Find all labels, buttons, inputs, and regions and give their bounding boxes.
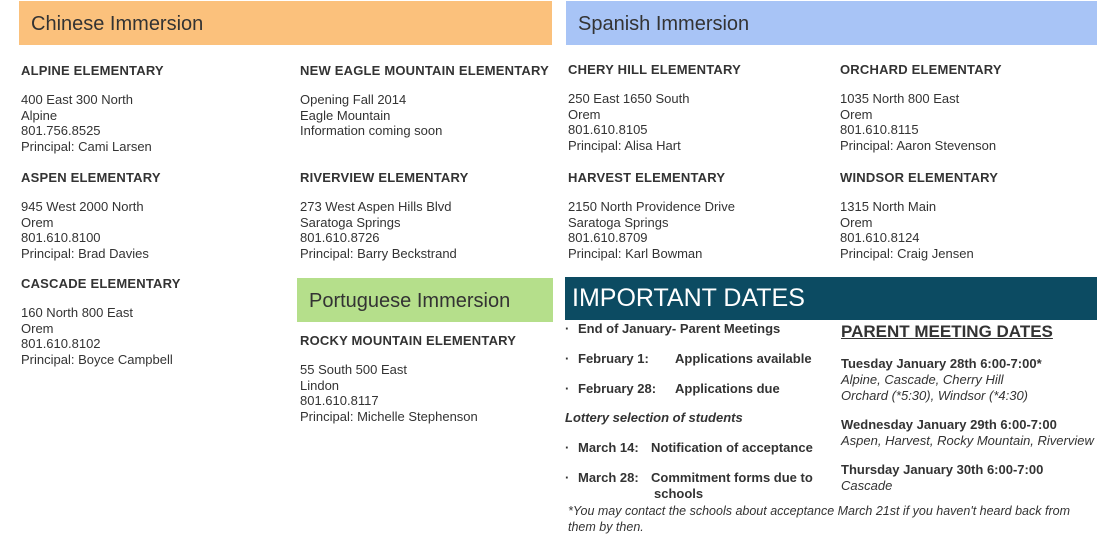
school-principal: Principal: Craig Jensen [840, 245, 974, 261]
school-name: NEW EAGLE MOUNTAIN ELEMENTARY [300, 63, 549, 78]
school-address: 945 West 2000 North [21, 199, 144, 215]
school-city: Lindon [300, 377, 340, 393]
meeting-schools-line: Orchard (*5:30), Windsor (*4:30) [841, 387, 1029, 403]
school-address: 2150 North Providence Drive [568, 199, 735, 215]
school-city: Orem [568, 106, 601, 122]
school-principal: Principal: Cami Larsen [21, 138, 152, 154]
school-city: Saratoga Springs [568, 214, 669, 230]
school-name: CHERY HILL ELEMENTARY [568, 62, 741, 77]
meeting-day: Tuesday January 28th 6:00-7:00* [841, 356, 1042, 371]
acceptance-note: *You may contact the schools about acceptance March 21st if you haven't heard back from them by then. [568, 504, 1070, 534]
school-phone: 801.610.8726 [300, 230, 380, 246]
bullet-icon: · [565, 440, 570, 455]
spanish-immersion-header: Spanish Immersion [566, 1, 1097, 45]
school-principal: Principal: Michelle Stephenson [300, 408, 478, 424]
school-principal: Principal: Alisa Hart [568, 137, 681, 153]
school-phone: 801.610.8105 [568, 122, 648, 138]
school-phone: 801.756.8525 [21, 123, 101, 139]
school-new-eagle-mountain [300, 63, 549, 139]
school-city: Orem [21, 214, 54, 230]
school-principal: Principal: Barry Beckstrand [300, 245, 457, 261]
school-city: Alpine [21, 107, 58, 123]
important-dates-header: IMPORTANT DATES [565, 277, 1097, 320]
school-principal: Principal: Aaron Stevenson [840, 137, 997, 153]
date-key: March 28: [578, 470, 639, 485]
meeting-thursday [841, 462, 1043, 494]
school-phone: 801.610.8124 [840, 230, 920, 246]
date-value: Applications available [675, 351, 812, 366]
school-phone: 801.610.8115 [840, 122, 919, 138]
bullet-icon: · [565, 321, 570, 336]
school-name: WINDSOR ELEMENTARY [840, 170, 999, 185]
school-harvest [568, 170, 735, 261]
school-status: Opening Fall 2014 [300, 92, 407, 108]
school-name: ROCKY MOUNTAIN ELEMENTARY [300, 333, 517, 348]
school-address: 160 North 800 East [21, 305, 134, 321]
school-principal: Principal: Karl Bowman [568, 245, 703, 261]
school-principal: Principal: Brad Davies [21, 245, 149, 261]
school-city: Orem [21, 320, 54, 336]
meeting-schools-line: Alpine, Cascade, Cherry Hill [841, 372, 1004, 387]
school-alpine [21, 63, 164, 154]
school-address: 273 West Aspen Hills Blvd [300, 199, 452, 215]
school-name: ORCHARD ELEMENTARY [840, 62, 1002, 77]
school-city: Saratoga Springs [300, 214, 401, 230]
date-value: Applications due [675, 381, 780, 396]
meeting-day: Thursday January 30th 6:00-7:00 [841, 462, 1044, 477]
meeting-day: Wednesday January 29th 6:00-7:00 [841, 417, 1057, 432]
school-address: 400 East 300 North [21, 92, 134, 108]
school-name: ALPINE ELEMENTARY [21, 63, 164, 78]
school-principal: Principal: Boyce Campbell [21, 351, 173, 367]
date-value: Notification of acceptance [651, 440, 813, 455]
portuguese-immersion-header: Portuguese Immersion [297, 278, 553, 322]
school-cascade [21, 276, 181, 367]
meeting-schools-line: Cascade [841, 478, 893, 493]
school-windsor [840, 170, 998, 261]
school-phone: 801.610.8709 [568, 230, 648, 246]
school-city: Eagle Mountain [300, 107, 391, 123]
school-phone: 801.610.8100 [21, 230, 101, 246]
school-address: 55 South 500 East [300, 362, 407, 378]
date-value-continued: schools [654, 486, 704, 501]
parent-meeting-dates-title: PARENT MEETING DATES [841, 322, 1053, 341]
meeting-schools [841, 372, 1042, 403]
school-rocky-mountain [300, 333, 516, 424]
school-city: Orem [840, 214, 873, 230]
school-info: Information coming soon [300, 123, 443, 139]
school-name: HARVEST ELEMENTARY [568, 170, 726, 185]
meeting-tuesday [841, 356, 1042, 403]
meeting-schools-line: Aspen, Harvest, Rocky Mountain, Riverview [841, 433, 1094, 448]
school-phone: 801.610.8102 [21, 336, 101, 352]
school-address: 1035 North 800 East [840, 91, 960, 107]
school-city: Orem [840, 106, 873, 122]
meeting-schools [841, 433, 1094, 449]
date-key: February 28: [578, 381, 657, 396]
school-name: RIVERVIEW ELEMENTARY [300, 170, 469, 185]
date-key: February 1: [578, 351, 649, 366]
lottery-note: Lottery selection of students [565, 410, 743, 425]
school-name: ASPEN ELEMENTARY [21, 170, 161, 185]
date-value: Commitment forms due to [651, 470, 813, 485]
school-phone: 801.610.8117 [300, 393, 379, 409]
school-name: CASCADE ELEMENTARY [21, 276, 181, 291]
bullet-icon: · [565, 381, 570, 396]
school-address: 1315 North Main [840, 199, 937, 215]
meeting-schools [841, 478, 1043, 494]
date-key: March 14: [578, 440, 639, 455]
bullet-icon: · [565, 351, 570, 366]
school-chery-hill [568, 62, 741, 153]
bullet-icon: · [565, 470, 570, 485]
school-riverview [300, 170, 468, 261]
school-orchard [840, 62, 1002, 153]
school-address: 250 East 1650 South [568, 91, 690, 107]
meeting-wednesday [841, 417, 1094, 449]
school-aspen [21, 170, 161, 261]
chinese-immersion-header: Chinese Immersion [19, 1, 552, 45]
date-text: End of January- Parent Meetings [578, 321, 781, 336]
